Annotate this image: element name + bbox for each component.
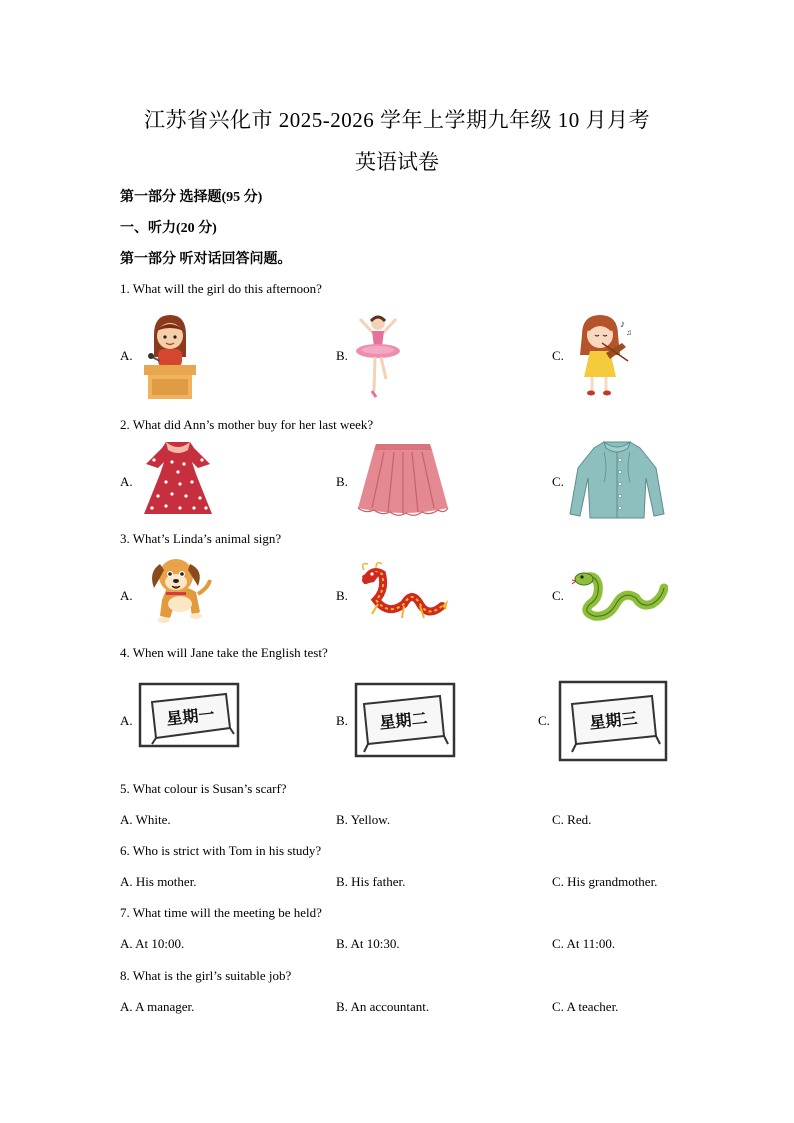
q1-option-b-letter[interactable]: B. — [336, 348, 348, 363]
q3-option-b-letter[interactable]: B. — [336, 588, 348, 603]
question-1: 1. What will the girl do this afternoon? — [120, 281, 322, 296]
q5-option-b[interactable]: B. Yellow. — [336, 812, 391, 827]
q8-option-a[interactable]: A. A manager. — [120, 999, 195, 1014]
blouse-icon — [568, 438, 666, 527]
q6-option-b[interactable]: B. His father. — [336, 874, 406, 889]
q2-option-b-letter[interactable]: B. — [336, 474, 348, 489]
calendar-label-c: 星期三 — [588, 708, 639, 733]
question-4: 4. When will Jane take the English test? — [120, 645, 328, 660]
q7-option-b[interactable]: B. At 10:30. — [336, 936, 400, 951]
calendar-card-b — [354, 680, 458, 760]
pink-skirt-icon — [356, 442, 450, 521]
dragon-icon — [358, 560, 448, 633]
q2-option-c-letter[interactable]: C. — [552, 474, 564, 489]
calendar-label-b: 星期二 — [378, 708, 429, 733]
dog-icon — [140, 554, 214, 631]
snake-icon — [572, 568, 668, 627]
q2-option-a-letter[interactable]: A. — [120, 474, 133, 489]
q3-option-a-letter[interactable]: A. — [120, 588, 133, 603]
q5-option-c[interactable]: C. Red. — [552, 812, 592, 827]
exam-subtitle: 英语试卷 — [355, 150, 439, 174]
q7-option-c[interactable]: C. At 11:00. — [552, 936, 616, 951]
polka-dot-dress-icon — [140, 438, 216, 523]
q8-option-b[interactable]: B. An accountant. — [336, 999, 430, 1014]
listening-heading: 一、听力(20 分) — [120, 221, 217, 236]
question-7: 7. What time will the meeting be held? — [120, 905, 322, 920]
q5-option-a[interactable]: A. White. — [120, 812, 171, 827]
q6-option-c[interactable]: C. His grandmother. — [552, 874, 658, 889]
q3-option-c-letter[interactable]: C. — [552, 588, 564, 603]
section-heading: 第一部分 听对话回答问题。 — [120, 252, 292, 267]
q4-option-b-letter[interactable]: B. — [336, 713, 348, 728]
q4-option-a-letter[interactable]: A. — [120, 713, 133, 728]
girl-at-podium-icon — [140, 313, 200, 406]
part-one-heading: 第一部分 选择题(95 分) — [120, 190, 263, 205]
ballerina-icon — [352, 313, 404, 404]
q1-option-c-letter[interactable]: C. — [552, 348, 564, 363]
svg-text:♫: ♫ — [626, 328, 632, 337]
question-2: 2. What did Ann’s mother buy for her last week? — [120, 417, 374, 432]
q4-option-c-letter[interactable]: C. — [538, 713, 550, 728]
q6-option-a[interactable]: A. His mother. — [120, 874, 197, 889]
q1-option-a-letter[interactable]: A. — [120, 348, 133, 363]
question-5: 5. What colour is Susan’s scarf? — [120, 781, 287, 796]
exam-title: 江苏省兴化市 2025-2026 学年上学期九年级 10 月月考 — [144, 108, 650, 132]
question-8: 8. What is the girl’s suitable job? — [120, 968, 292, 983]
calendar-card-c — [558, 678, 670, 764]
calendar-card-a — [138, 680, 242, 752]
girl-playing-violin-icon — [576, 313, 634, 402]
q8-option-c[interactable]: C. A teacher. — [552, 999, 619, 1014]
question-6: 6. Who is strict with Tom in his study? — [120, 843, 322, 858]
question-3: 3. What’s Linda’s animal sign? — [120, 531, 282, 546]
svg-text:♪: ♪ — [620, 319, 625, 330]
q7-option-a[interactable]: A. At 10:00. — [120, 936, 185, 951]
calendar-label-a: 星期一 — [165, 704, 216, 729]
